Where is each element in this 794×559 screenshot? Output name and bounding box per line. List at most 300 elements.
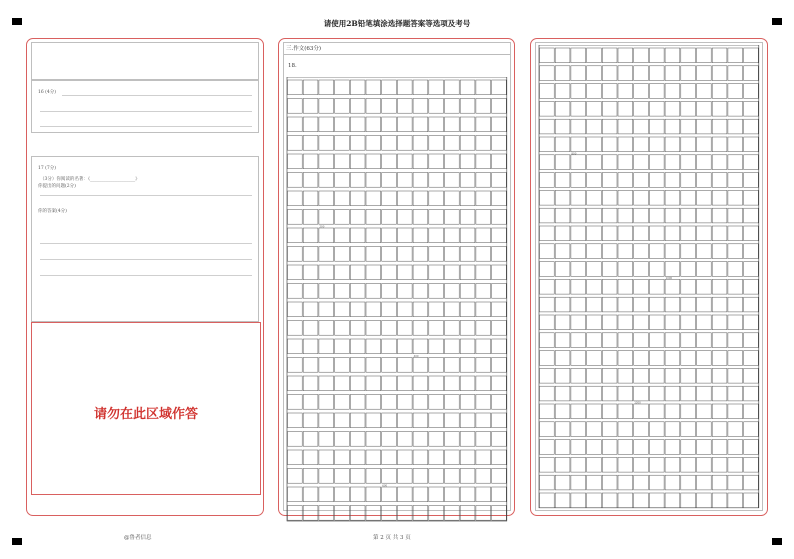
grid-cell[interactable] xyxy=(728,297,743,312)
grid-cell[interactable] xyxy=(540,262,555,277)
grid-cell[interactable] xyxy=(429,302,444,317)
grid-cell[interactable] xyxy=(288,376,303,391)
grid-cell[interactable] xyxy=(476,432,491,447)
grid-cell[interactable] xyxy=(492,395,507,410)
grid-cell[interactable] xyxy=(712,475,727,490)
grid-cell[interactable] xyxy=(303,469,318,484)
grid-cell[interactable] xyxy=(571,297,586,312)
grid-cell[interactable] xyxy=(744,297,759,312)
grid-cell[interactable] xyxy=(413,99,428,114)
grid-cell[interactable] xyxy=(476,302,491,317)
grid-cell[interactable] xyxy=(303,487,318,502)
grid-cell[interactable] xyxy=(665,84,680,99)
grid-cell[interactable] xyxy=(429,395,444,410)
grid-cell[interactable] xyxy=(397,321,412,336)
grid-cell[interactable] xyxy=(350,284,365,299)
grid-cell[interactable] xyxy=(555,475,570,490)
grid-cell[interactable] xyxy=(602,208,617,223)
grid-cell[interactable] xyxy=(728,244,743,259)
grid-cell[interactable] xyxy=(350,395,365,410)
grid-cell[interactable] xyxy=(288,117,303,132)
grid-cell[interactable] xyxy=(413,210,428,225)
grid-cell[interactable] xyxy=(445,99,460,114)
grid-cell[interactable] xyxy=(649,208,664,223)
grid-cell[interactable] xyxy=(350,432,365,447)
grid-cell[interactable] xyxy=(649,101,664,116)
grid-cell[interactable] xyxy=(587,101,602,116)
grid-cell[interactable] xyxy=(492,228,507,243)
grid-cell[interactable] xyxy=(382,339,397,354)
grid-cell[interactable] xyxy=(697,244,712,259)
grid-cell[interactable] xyxy=(476,173,491,188)
grid-cell[interactable] xyxy=(712,244,727,259)
grid-cell[interactable] xyxy=(413,173,428,188)
grid-cell[interactable] xyxy=(335,432,350,447)
grid-cell[interactable] xyxy=(460,265,475,280)
grid-cell[interactable] xyxy=(397,191,412,206)
grid-cell[interactable] xyxy=(382,506,397,521)
grid-cell[interactable] xyxy=(571,368,586,383)
grid-cell[interactable] xyxy=(618,244,633,259)
grid-cell[interactable] xyxy=(319,339,334,354)
grid-cell[interactable] xyxy=(618,422,633,437)
grid-cell[interactable] xyxy=(744,315,759,330)
grid-cell[interactable] xyxy=(728,351,743,366)
grid-cell[interactable] xyxy=(618,457,633,472)
grid-cell[interactable] xyxy=(634,190,649,205)
grid-cell[interactable] xyxy=(335,487,350,502)
grid-cell[interactable] xyxy=(540,351,555,366)
grid-cell[interactable] xyxy=(697,173,712,188)
grid-cell[interactable] xyxy=(319,154,334,169)
grid-cell[interactable] xyxy=(587,190,602,205)
grid-cell[interactable] xyxy=(540,84,555,99)
grid-cell[interactable] xyxy=(649,404,664,419)
grid-cell[interactable] xyxy=(335,265,350,280)
grid-cell[interactable] xyxy=(492,321,507,336)
grid-cell[interactable] xyxy=(649,226,664,241)
grid-cell[interactable] xyxy=(555,48,570,63)
grid-cell[interactable] xyxy=(602,351,617,366)
grid-cell[interactable] xyxy=(697,315,712,330)
grid-cell[interactable] xyxy=(555,440,570,455)
grid-cell[interactable] xyxy=(366,284,381,299)
grid-cell[interactable] xyxy=(728,155,743,170)
grid-cell[interactable] xyxy=(350,117,365,132)
grid-cell[interactable] xyxy=(288,487,303,502)
grid-cell[interactable] xyxy=(602,333,617,348)
grid-cell[interactable] xyxy=(587,66,602,81)
grid-cell[interactable] xyxy=(555,119,570,134)
grid-cell[interactable] xyxy=(634,297,649,312)
grid-cell[interactable] xyxy=(492,469,507,484)
grid-cell[interactable] xyxy=(382,302,397,317)
grid-cell[interactable] xyxy=(319,376,334,391)
grid-cell[interactable] xyxy=(744,137,759,152)
grid-cell[interactable] xyxy=(681,297,696,312)
grid-cell[interactable] xyxy=(618,226,633,241)
grid-cell[interactable] xyxy=(319,99,334,114)
grid-cell[interactable] xyxy=(555,368,570,383)
grid-cell[interactable] xyxy=(366,117,381,132)
grid-cell[interactable] xyxy=(492,506,507,521)
grid-cell[interactable] xyxy=(587,315,602,330)
grid-cell[interactable] xyxy=(665,386,680,401)
grid-cell[interactable] xyxy=(681,475,696,490)
grid-cell[interactable] xyxy=(618,173,633,188)
grid-cell[interactable] xyxy=(319,302,334,317)
grid-cell[interactable] xyxy=(697,493,712,508)
grid-cell[interactable] xyxy=(445,136,460,151)
grid-cell[interactable] xyxy=(382,136,397,151)
grid-cell[interactable] xyxy=(445,395,460,410)
grid-cell[interactable] xyxy=(571,119,586,134)
grid-cell[interactable] xyxy=(319,395,334,410)
grid-cell[interactable] xyxy=(681,457,696,472)
grid-cell[interactable] xyxy=(303,506,318,521)
grid-cell[interactable] xyxy=(728,315,743,330)
grid-cell[interactable] xyxy=(649,351,664,366)
grid-cell[interactable] xyxy=(587,386,602,401)
grid-cell[interactable] xyxy=(728,84,743,99)
grid-cell[interactable] xyxy=(712,368,727,383)
grid-cell[interactable] xyxy=(555,262,570,277)
grid-cell[interactable] xyxy=(697,422,712,437)
grid-cell[interactable] xyxy=(587,368,602,383)
grid-cell[interactable] xyxy=(335,247,350,262)
grid-cell[interactable] xyxy=(665,404,680,419)
grid-cell[interactable] xyxy=(397,376,412,391)
grid-cell[interactable] xyxy=(602,457,617,472)
grid-cell[interactable] xyxy=(460,136,475,151)
grid-cell[interactable] xyxy=(744,279,759,294)
grid-cell[interactable] xyxy=(476,99,491,114)
grid-cell[interactable] xyxy=(445,302,460,317)
grid-cell[interactable] xyxy=(350,506,365,521)
grid-cell[interactable] xyxy=(429,265,444,280)
grid-cell[interactable] xyxy=(602,262,617,277)
grid-cell[interactable] xyxy=(712,279,727,294)
grid-cell[interactable] xyxy=(681,315,696,330)
grid-cell[interactable] xyxy=(681,173,696,188)
grid-cell[interactable] xyxy=(492,117,507,132)
grid-cell[interactable] xyxy=(665,297,680,312)
grid-cell[interactable] xyxy=(602,315,617,330)
grid-cell[interactable] xyxy=(728,493,743,508)
grid-cell[interactable] xyxy=(587,493,602,508)
grid-cell[interactable] xyxy=(476,136,491,151)
grid-cell[interactable] xyxy=(618,475,633,490)
grid-cell[interactable] xyxy=(649,190,664,205)
grid-cell[interactable] xyxy=(649,475,664,490)
grid-cell[interactable] xyxy=(697,475,712,490)
grid-cell[interactable] xyxy=(303,99,318,114)
grid-cell[interactable] xyxy=(397,395,412,410)
grid-cell[interactable] xyxy=(445,450,460,465)
grid-cell[interactable] xyxy=(649,457,664,472)
grid-cell[interactable] xyxy=(460,469,475,484)
grid-cell[interactable] xyxy=(366,321,381,336)
grid-cell[interactable] xyxy=(697,457,712,472)
grid-cell[interactable] xyxy=(649,119,664,134)
grid-cell[interactable] xyxy=(571,208,586,223)
grid-cell[interactable] xyxy=(460,395,475,410)
grid-cell[interactable] xyxy=(303,450,318,465)
grid-cell[interactable] xyxy=(382,321,397,336)
grid-cell[interactable] xyxy=(319,284,334,299)
grid-cell[interactable] xyxy=(366,191,381,206)
grid-cell[interactable] xyxy=(429,228,444,243)
grid-cell[interactable] xyxy=(744,48,759,63)
grid-cell[interactable] xyxy=(618,351,633,366)
grid-cell[interactable] xyxy=(697,386,712,401)
grid-cell[interactable] xyxy=(697,440,712,455)
grid-cell[interactable] xyxy=(413,321,428,336)
grid-cell[interactable] xyxy=(366,80,381,95)
grid-cell[interactable] xyxy=(319,173,334,188)
grid-cell[interactable] xyxy=(665,351,680,366)
grid-cell[interactable] xyxy=(634,440,649,455)
grid-cell[interactable] xyxy=(681,48,696,63)
grid-cell[interactable] xyxy=(649,422,664,437)
grid-cell[interactable] xyxy=(288,99,303,114)
grid-cell[interactable] xyxy=(476,284,491,299)
grid-cell[interactable] xyxy=(571,440,586,455)
grid-cell[interactable] xyxy=(476,339,491,354)
grid-cell[interactable] xyxy=(618,101,633,116)
grid-cell[interactable] xyxy=(555,66,570,81)
grid-cell[interactable] xyxy=(665,422,680,437)
grid-cell[interactable] xyxy=(429,450,444,465)
grid-cell[interactable] xyxy=(429,210,444,225)
grid-cell[interactable] xyxy=(366,450,381,465)
grid-cell[interactable] xyxy=(571,493,586,508)
grid-cell[interactable] xyxy=(460,321,475,336)
grid-cell[interactable] xyxy=(476,265,491,280)
grid-cell[interactable] xyxy=(634,173,649,188)
grid-cell[interactable] xyxy=(366,339,381,354)
grid-cell[interactable] xyxy=(335,154,350,169)
grid-cell[interactable] xyxy=(744,493,759,508)
grid-cell[interactable] xyxy=(303,210,318,225)
grid-cell[interactable] xyxy=(445,154,460,169)
grid-cell[interactable] xyxy=(744,422,759,437)
grid-cell[interactable] xyxy=(492,247,507,262)
grid-cell[interactable] xyxy=(382,358,397,373)
grid-cell[interactable] xyxy=(397,339,412,354)
grid-cell[interactable] xyxy=(571,404,586,419)
grid-cell[interactable] xyxy=(540,119,555,134)
grid-cell[interactable] xyxy=(744,155,759,170)
grid-cell[interactable] xyxy=(335,302,350,317)
grid-cell[interactable] xyxy=(587,226,602,241)
grid-cell[interactable] xyxy=(681,244,696,259)
grid-cell[interactable] xyxy=(413,395,428,410)
grid-cell[interactable] xyxy=(350,487,365,502)
grid-cell[interactable] xyxy=(587,422,602,437)
grid-cell[interactable] xyxy=(492,376,507,391)
grid-cell[interactable] xyxy=(681,84,696,99)
grid-cell[interactable] xyxy=(288,191,303,206)
grid-cell[interactable] xyxy=(350,210,365,225)
grid-cell[interactable] xyxy=(445,284,460,299)
grid-cell[interactable] xyxy=(476,358,491,373)
grid-cell[interactable] xyxy=(571,66,586,81)
grid-cell[interactable] xyxy=(429,136,444,151)
grid-cell[interactable] xyxy=(429,99,444,114)
grid-cell[interactable] xyxy=(382,432,397,447)
grid-cell[interactable] xyxy=(350,228,365,243)
grid-cell[interactable] xyxy=(728,475,743,490)
grid-cell[interactable] xyxy=(303,80,318,95)
grid-cell[interactable] xyxy=(744,173,759,188)
grid-cell[interactable] xyxy=(429,487,444,502)
grid-cell[interactable] xyxy=(460,247,475,262)
grid-cell[interactable] xyxy=(587,262,602,277)
grid-cell[interactable] xyxy=(350,469,365,484)
grid-cell[interactable] xyxy=(335,284,350,299)
grid-cell[interactable] xyxy=(665,208,680,223)
grid-cell[interactable] xyxy=(382,154,397,169)
grid-cell[interactable] xyxy=(728,66,743,81)
grid-cell[interactable] xyxy=(540,279,555,294)
grid-cell[interactable] xyxy=(460,228,475,243)
grid-cell[interactable] xyxy=(397,136,412,151)
grid-cell[interactable] xyxy=(555,208,570,223)
grid-cell[interactable] xyxy=(382,247,397,262)
grid-cell[interactable] xyxy=(571,226,586,241)
grid-cell[interactable] xyxy=(413,376,428,391)
grid-cell[interactable] xyxy=(634,279,649,294)
grid-cell[interactable] xyxy=(634,333,649,348)
grid-cell[interactable] xyxy=(697,84,712,99)
grid-cell[interactable] xyxy=(350,302,365,317)
grid-cell[interactable] xyxy=(587,297,602,312)
grid-cell[interactable] xyxy=(492,80,507,95)
grid-cell[interactable] xyxy=(555,333,570,348)
grid-cell[interactable] xyxy=(397,99,412,114)
grid-cell[interactable] xyxy=(540,493,555,508)
grid-cell[interactable] xyxy=(602,101,617,116)
grid-cell[interactable] xyxy=(602,493,617,508)
grid-cell[interactable] xyxy=(288,154,303,169)
grid-cell[interactable] xyxy=(350,358,365,373)
grid-cell[interactable] xyxy=(697,297,712,312)
grid-cell[interactable] xyxy=(602,386,617,401)
grid-cell[interactable] xyxy=(397,228,412,243)
grid-cell[interactable] xyxy=(634,137,649,152)
grid-cell[interactable] xyxy=(618,48,633,63)
grid-cell[interactable] xyxy=(634,386,649,401)
grid-cell[interactable] xyxy=(602,279,617,294)
grid-cell[interactable] xyxy=(460,413,475,428)
grid-cell[interactable] xyxy=(728,137,743,152)
grid-cell[interactable] xyxy=(303,154,318,169)
grid-cell[interactable] xyxy=(319,506,334,521)
grid-cell[interactable] xyxy=(587,48,602,63)
grid-cell[interactable] xyxy=(712,440,727,455)
grid-cell[interactable] xyxy=(618,84,633,99)
grid-cell[interactable] xyxy=(350,339,365,354)
grid-cell[interactable] xyxy=(602,119,617,134)
grid-cell[interactable] xyxy=(460,450,475,465)
grid-cell[interactable] xyxy=(571,475,586,490)
grid-cell[interactable] xyxy=(445,191,460,206)
grid-cell[interactable] xyxy=(571,262,586,277)
grid-cell[interactable] xyxy=(618,262,633,277)
grid-cell[interactable] xyxy=(602,404,617,419)
grid-cell[interactable] xyxy=(665,119,680,134)
grid-cell[interactable] xyxy=(445,487,460,502)
grid-cell[interactable] xyxy=(697,208,712,223)
grid-cell[interactable] xyxy=(744,262,759,277)
grid-cell[interactable] xyxy=(366,228,381,243)
grid-cell[interactable] xyxy=(665,101,680,116)
grid-cell[interactable] xyxy=(744,475,759,490)
grid-cell[interactable] xyxy=(476,210,491,225)
grid-cell[interactable] xyxy=(382,117,397,132)
grid-cell[interactable] xyxy=(303,321,318,336)
grid-cell[interactable] xyxy=(618,440,633,455)
grid-cell[interactable] xyxy=(665,173,680,188)
grid-cell[interactable] xyxy=(697,119,712,134)
grid-cell[interactable] xyxy=(319,228,334,243)
grid-cell[interactable] xyxy=(492,339,507,354)
grid-cell[interactable] xyxy=(460,506,475,521)
grid-cell[interactable] xyxy=(602,440,617,455)
grid-cell[interactable] xyxy=(712,226,727,241)
grid-cell[interactable] xyxy=(555,279,570,294)
grid-cell[interactable] xyxy=(413,450,428,465)
grid-cell[interactable] xyxy=(618,493,633,508)
grid-cell[interactable] xyxy=(665,48,680,63)
grid-cell[interactable] xyxy=(366,395,381,410)
grid-cell[interactable] xyxy=(445,265,460,280)
grid-cell[interactable] xyxy=(303,413,318,428)
grid-cell[interactable] xyxy=(429,284,444,299)
grid-cell[interactable] xyxy=(571,137,586,152)
grid-cell[interactable] xyxy=(587,155,602,170)
grid-cell[interactable] xyxy=(712,457,727,472)
grid-cell[interactable] xyxy=(712,155,727,170)
grid-cell[interactable] xyxy=(697,190,712,205)
grid-cell[interactable] xyxy=(744,244,759,259)
grid-cell[interactable] xyxy=(319,210,334,225)
grid-cell[interactable] xyxy=(476,80,491,95)
grid-cell[interactable] xyxy=(712,208,727,223)
grid-cell[interactable] xyxy=(445,506,460,521)
grid-cell[interactable] xyxy=(712,119,727,134)
grid-cell[interactable] xyxy=(413,247,428,262)
grid-cell[interactable] xyxy=(335,228,350,243)
grid-cell[interactable] xyxy=(319,136,334,151)
grid-cell[interactable] xyxy=(665,333,680,348)
grid-cell[interactable] xyxy=(288,302,303,317)
grid-cell[interactable] xyxy=(712,297,727,312)
grid-cell[interactable] xyxy=(413,117,428,132)
grid-cell[interactable] xyxy=(288,265,303,280)
grid-cell[interactable] xyxy=(571,173,586,188)
grid-cell[interactable] xyxy=(728,404,743,419)
grid-cell[interactable] xyxy=(555,101,570,116)
grid-cell[interactable] xyxy=(335,339,350,354)
grid-cell[interactable] xyxy=(665,262,680,277)
grid-cell[interactable] xyxy=(366,432,381,447)
grid-cell[interactable] xyxy=(649,84,664,99)
grid-cell[interactable] xyxy=(555,173,570,188)
grid-cell[interactable] xyxy=(602,190,617,205)
grid-cell[interactable] xyxy=(540,475,555,490)
